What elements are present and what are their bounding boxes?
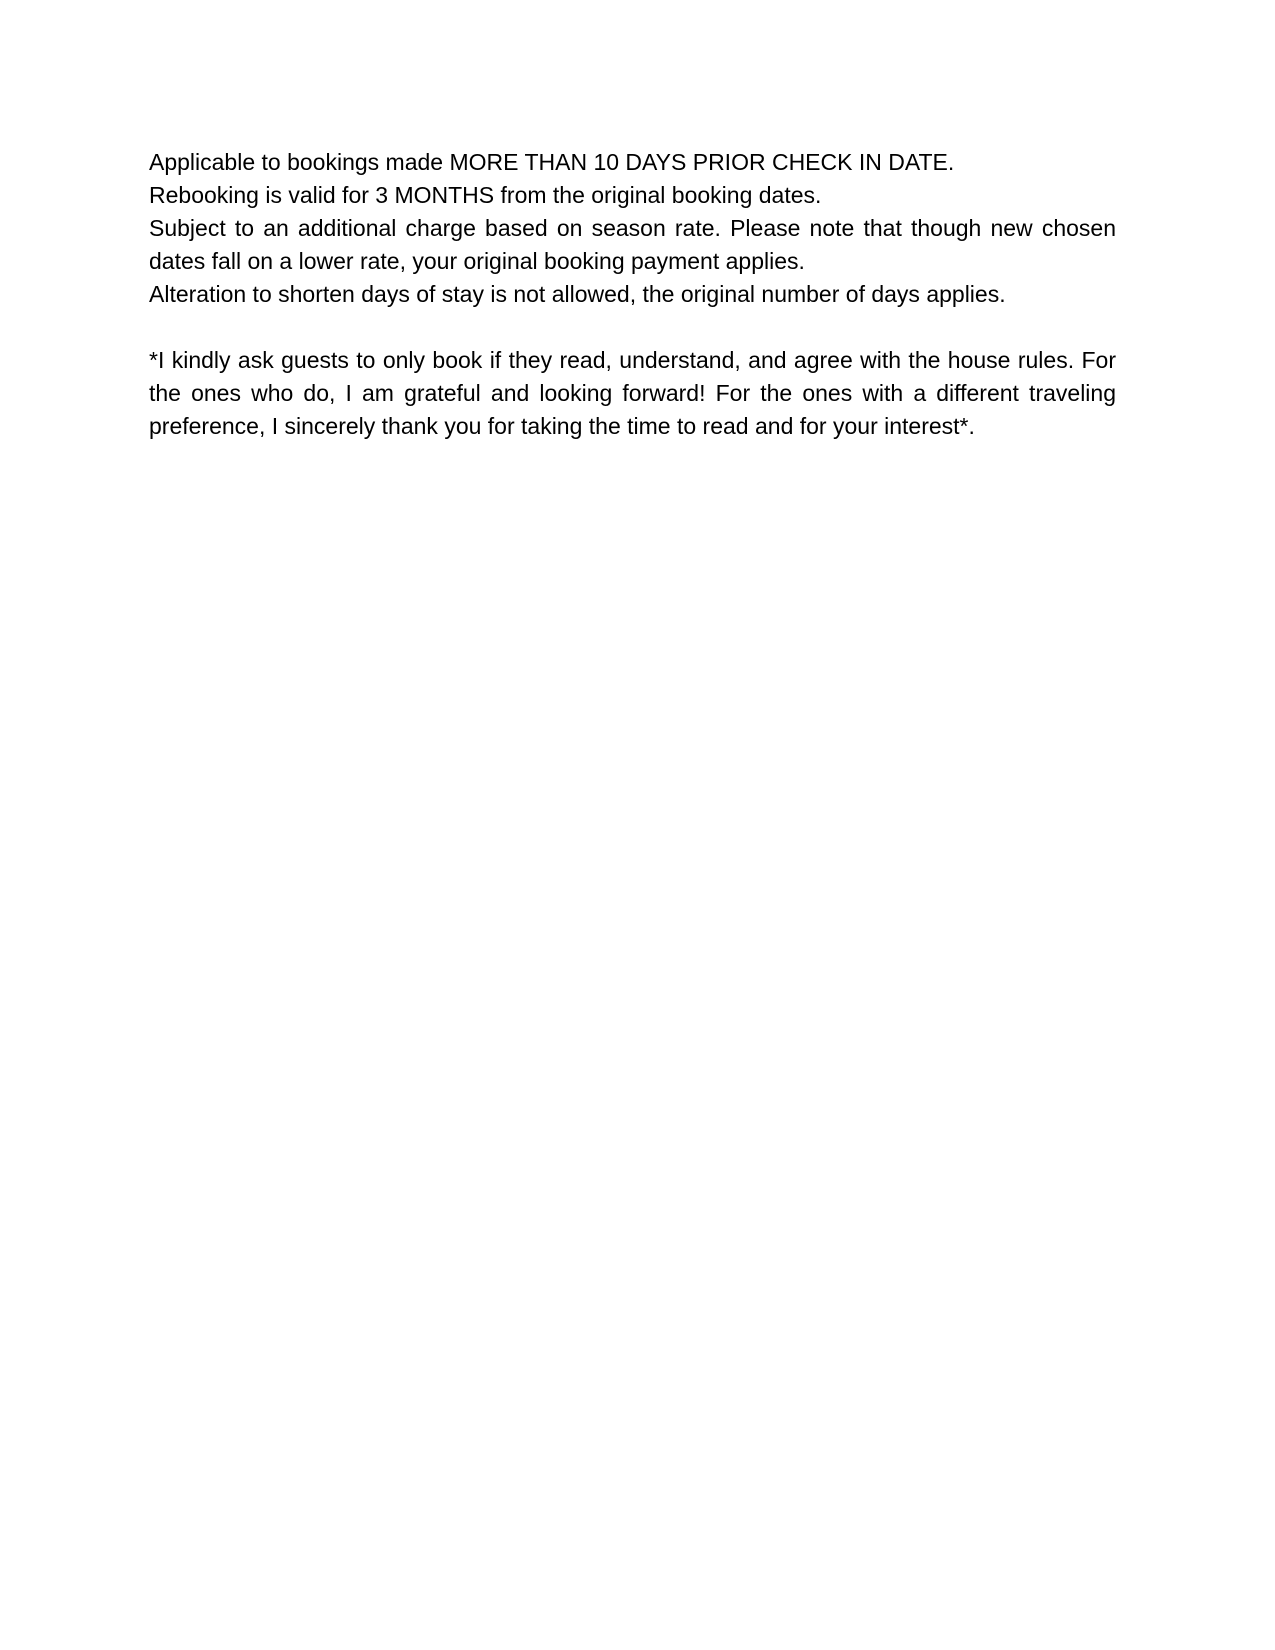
paragraph-spacer <box>149 311 1116 344</box>
policy-shorten-stay-line: Alteration to shorten days of stay is not allowed, the original number of days applies. <box>149 281 1006 307</box>
house-rules-closing-note: *I kindly ask guests to only book if they read, understand, and agree with the house rules. For the ones who do, I am grateful and looking forward! For the ones with a different traveling preference, I sincerely thank you for taking the time to read and for your interest*. <box>149 347 1116 439</box>
policy-additional-charge-paragraph: Subject to an additional charge based on season rate. Please note that though new chosen dates fall on a lower rate, your original booking payment applies. <box>149 215 1116 274</box>
policy-advance-booking-line: Applicable to bookings made MORE THAN 10 DAYS PRIOR CHECK IN DATE. <box>149 149 955 175</box>
document-body <box>149 146 1116 443</box>
policy-rebooking-validity-line: Rebooking is valid for 3 MONTHS from the original booking dates. <box>149 182 822 208</box>
